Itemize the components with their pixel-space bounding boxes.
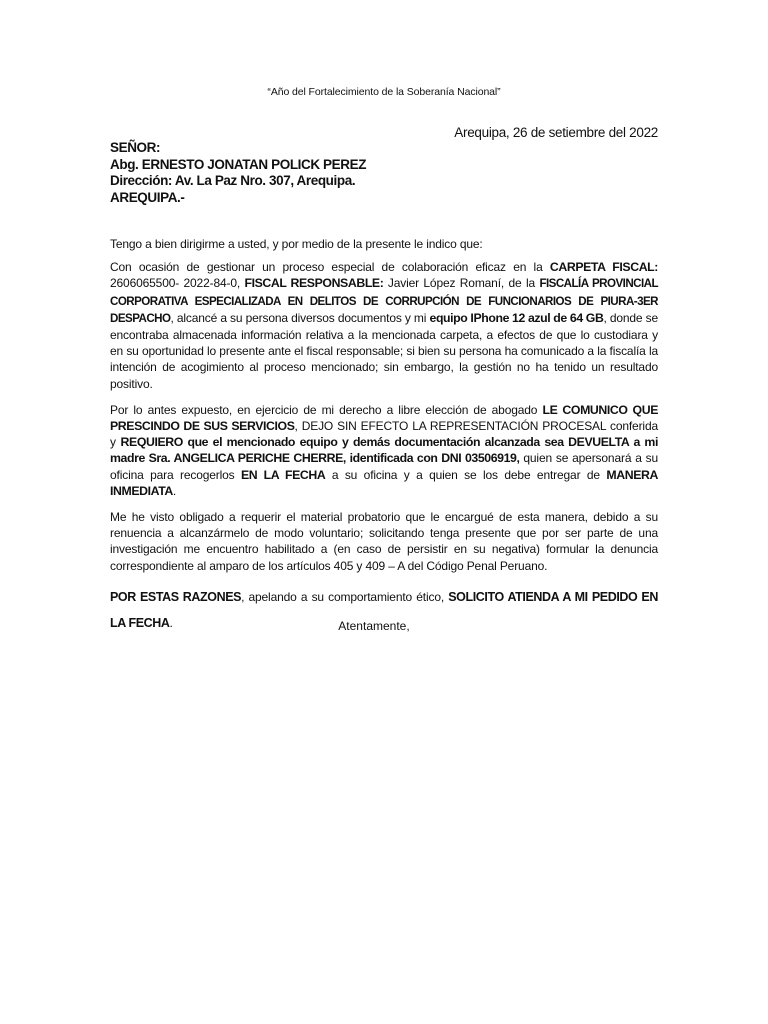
p2-bold-1: LE COMUNICO QUE PRESCINDO DE SUS SERVICIOS xyxy=(110,402,658,434)
recipient-salutation: SEÑOR: xyxy=(110,140,161,155)
p1-text-3: Javier López Romaní, de la xyxy=(383,276,540,291)
p1-bold-1: CARPETA FISCAL: xyxy=(549,260,658,275)
p2-text-1: Por lo antes expuesto, en ejercicio de mi derecho a libre elección de abogado xyxy=(110,402,543,417)
p1-text-1: Con ocasión de gestionar un proceso especial de colaboración eficaz en la xyxy=(110,260,550,275)
p1-text-2: 2606065500- 2022-84-0, xyxy=(110,276,245,291)
p4-bold-2: SOLICITO ATIENDA A MI PEDIDO EN LA FECHA xyxy=(110,589,658,630)
p4-text-2: . xyxy=(169,615,173,630)
recipient-city: AREQUIPA.- xyxy=(110,189,185,205)
recipient-name: Abg. ERNESTO JONATAN POLICK PEREZ xyxy=(110,156,367,172)
p1-bold-2: FISCAL RESPONSABLE: xyxy=(244,276,384,291)
p2-text-3: quien se apersonará a su oficina para recogerlos xyxy=(110,451,659,482)
p4-text-1: , apelando a su comportamiento ético, xyxy=(241,589,449,604)
p2-text-4: a su oficina y a quien se los debe entregar de xyxy=(325,467,607,482)
p2-bold-3: EN LA FECHA xyxy=(241,467,326,482)
recipient-block xyxy=(110,140,366,206)
closing-salutation: Atentamente, xyxy=(338,619,410,633)
p1-bold-3: FISCALÍA PROVINCIAL CORPORATIVA ESPECIALIZADA EN DELITOS DE CORRUPCIÓN DE FUNCIONARIOS DE PIURA-3ER DESPACHO xyxy=(110,277,658,325)
letter-body xyxy=(110,236,658,646)
p2-text-5: . xyxy=(172,483,177,498)
paragraph-2 xyxy=(110,402,658,499)
p1-text-5: , donde se encontraba almacenada información relativa a la mencionada carpeta, a efectos de que lo custodiara y en su oportunidad lo presente ante el fiscal responsable; si bien su persona ha comunicado a la fiscalía la intención de acogimiento al proceso mencionado; sin embargo, la gestión no ha tenido un resultado positivo. xyxy=(110,310,659,391)
p2-text-2: , DEJO SIN EFECTO LA REPRESENTACIÓN PROCESAL conferida y xyxy=(110,419,658,450)
place-date: Arequipa, 26 de setiembre del 2022 xyxy=(454,125,658,140)
p1-bold-4: equipo IPhone 12 azul de 64 GB xyxy=(429,310,604,325)
paragraph-3: Me he visto obligado a requerir el material probatorio que le encargué de esta manera, debido a su renuencia a alcanzármelo de modo voluntario; solicitando tenga presente que por ser parte de una investigación me encuentro habilitado a (en caso de persistir en su negativa) formular la denuncia correspondiente al amparo de los artículos 405 y 409 – A del Código Penal Peruano. xyxy=(110,510,658,573)
p1-text-4: , alcancé a su persona diversos documentos y mi xyxy=(170,310,430,325)
p2-bold-4: MANERA INMEDIATA xyxy=(110,467,658,498)
intro-paragraph: Tengo a bien dirigirme a usted, y por medio de la presente le indico que: xyxy=(110,237,483,251)
year-motto: “Año del Fortalecimiento de la Soberanía Nacional” xyxy=(267,86,501,98)
p4-bold-1: POR ESTAS RAZONES xyxy=(110,589,242,604)
recipient-address: Dirección: Av. La Paz Nro. 307, Arequipa. xyxy=(110,173,356,188)
paragraph-1 xyxy=(110,259,658,392)
p2-bold-2: REQUIERO que el mencionado equipo y demás documentación alcanzada sea DEVUELTA a mi madre Sra. ANGELICA PERICHE CHERRE, identificada con DNI 03506919, xyxy=(110,435,658,466)
